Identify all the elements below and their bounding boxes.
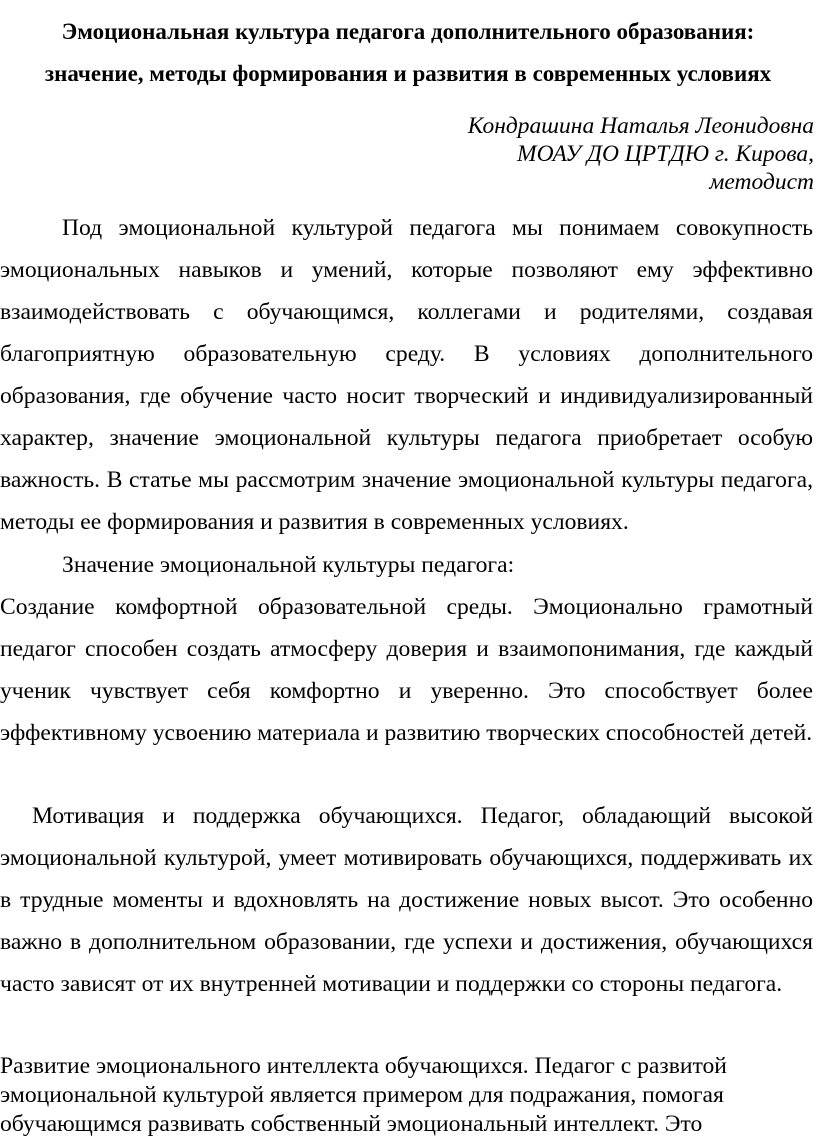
paragraph-comfort-environment: Создание комфортной образовательной среды. Эмоционально грамотный педагог способен создать атмосферу доверия и взаимопонимания, где каждый ученик чувствует себя комфортно и уверенно. Это способствует более эффективному усвоению материала и развитию творческих способностей детей. (0, 594, 813, 746)
document-title-line-1: Эмоциональная культура педагога дополнительного образования: (61, 19, 755, 44)
paragraph-intro: Под эмоциональной культурой педагога мы понимаем совокупность эмоциональных навыков и умений, которые позволяют ему эффективно взаимодействовать с обучающимся, коллегами и родителями, создавая благоприятную образовательную среду. В условиях дополнительного образования, где обучение часто носит творческий и индивидуализированный характер, значение эмоциональной культуры педагога приобретает особую важность. В статье мы рассмотрим значение эмоциональной культуры педагога, методы ее формирования и развития в современных условиях. (0, 215, 813, 535)
paragraph-motivation: Мотивация и поддержка обучающихся. Педагог, обладающий высокой эмоциональной культурой, умеет мотивировать обучающихся, поддерживать их в трудные моменты и вдохновлять на достижение новых высот. Это особенно важно в дополнительном образовании, где успехи и достижения, обучающихся часто зависят от их внутренней мотивации и поддержки со стороны педагога. (0, 803, 813, 997)
paragraph-emotional-intelligence: Развитие эмоционального интеллекта обучающихся. Педагог с развитой эмоциональной культурой является примером для подражания, помогая обучающимся развивать собственный эмоциональный интеллект. Это (0, 1053, 727, 1137)
document-title-line-2: значение, методы формирования и развития в современных условиях (44, 61, 772, 86)
author-organization: МОАУ ДО ЦРТДЮ г. Кирова, (517, 141, 814, 167)
paragraph-section-heading: Значение эмоциональной культуры педагога: (62, 552, 515, 578)
author-name: Кондрашина Наталья Леонидовна (467, 113, 814, 139)
author-role: методист (709, 169, 814, 195)
